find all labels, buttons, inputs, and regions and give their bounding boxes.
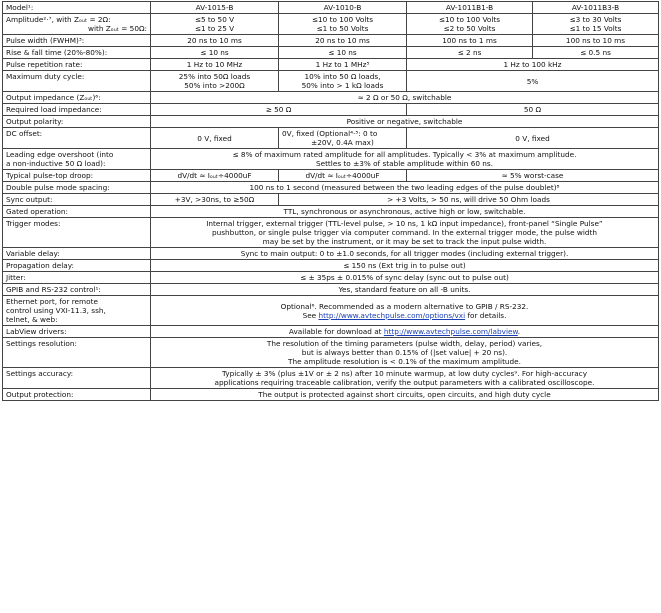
trigger-modes-line: pushbutton, or single pulse trigger via computer command. In the external trigger mode, the pulse width: [212, 228, 597, 237]
row-protection: [3, 389, 659, 401]
ethernet-details-text: for details.: [465, 310, 507, 320]
dc-offset-label: DC offset:: [3, 128, 151, 149]
sync-output-value: +3V, >30ns, to ≥50Ω: [151, 194, 279, 206]
labview-label: LabView drivers:: [3, 326, 151, 338]
ethernet-label-line: telnet, & web:: [6, 315, 58, 324]
protection-value: The output is protected against short circuits, open circuits, and high duty cycle: [151, 389, 659, 401]
spec-table: [2, 1, 659, 401]
dc-offset-line: 0 V, fixed: [197, 133, 232, 143]
load-impedance-label: Required load impedance:: [3, 104, 151, 116]
dc-offset-line: 0V, fixed (Optional⁴·⁵: 0 to: [282, 129, 378, 138]
overshoot-label: [3, 149, 151, 170]
repetition-rate-value: 1 Hz to 100 kHz: [407, 59, 659, 71]
amplitude-value: ≤3 to 30 Volts: [569, 15, 622, 24]
labview-text: Available for download at: [288, 327, 384, 336]
rise-fall-value: ≤ 0.5 ns: [533, 47, 659, 59]
dc-offset-value: [151, 128, 279, 149]
overshoot-line: ≤ 8% of maximum rated amplitude for all amplitudes. Typically < 3% at maximum amplitude.: [232, 150, 577, 159]
rise-fall-value: ≤ 10 ns: [151, 47, 279, 59]
amplitude-av-1011b3-b: [533, 14, 659, 35]
gated-label: Gated operation:: [3, 206, 151, 218]
dc-offset-line: 0 V, fixed: [515, 133, 550, 143]
amplitude-value: ≤10 to 100 Volts: [311, 15, 374, 24]
droop-value: dV/dt ≈ Iₒᵤₜ÷4000uF: [151, 170, 279, 182]
gpib-label: GPIB and RS-232 control¹:: [3, 284, 151, 296]
amplitude-label-line-2: with Zₒᵤₜ = 50Ω:: [88, 24, 147, 33]
trigger-modes-line: Internal trigger, external trigger (TTL-level pulse, > 10 ns, 1 kΩ input impedance), front-panel “Single Pulse”: [206, 219, 603, 228]
droop-label: Typical pulse-top droop:: [3, 170, 151, 182]
trigger-modes-line: may be set by the instrument, or it may be set to track the input pulse width.: [262, 237, 547, 246]
model-av-1011b3-b: AV-1011B3-B: [533, 2, 659, 14]
duty-cycle-label: Maximum duty cycle:: [3, 71, 151, 92]
duty-cycle-line: 50% into > 1 kΩ loads: [301, 81, 384, 90]
model-av-1010-b: AV-1010-B: [279, 2, 407, 14]
protection-label: Output protection:: [3, 389, 151, 401]
model-av-1015-b: AV-1015-B: [151, 2, 279, 14]
ethernet-label: [3, 296, 151, 326]
ethernet-line: [154, 311, 655, 320]
propagation-delay-label: Propagation delay:: [3, 260, 151, 272]
load-impedance-value: 50 Ω: [407, 104, 659, 116]
row-sync-output: [3, 194, 659, 206]
model-label: Model¹:: [3, 2, 151, 14]
ethernet-label-line: Ethernet port, for remote: [6, 297, 98, 306]
row-overshoot: [3, 149, 659, 170]
row-variable-delay: [3, 248, 659, 260]
row-ethernet: [3, 296, 659, 326]
row-propagation-delay: [3, 260, 659, 272]
ethernet-see-text: See: [302, 310, 319, 320]
pulse-width-value: 100 ns to 10 ms: [533, 35, 659, 47]
labview-period: .: [517, 327, 521, 336]
amplitude-label: [3, 14, 151, 35]
trigger-modes-label: Trigger modes:: [3, 218, 151, 248]
row-rise-fall: [3, 47, 659, 59]
jitter-label: Jitter:: [3, 272, 151, 284]
row-model: [3, 2, 659, 14]
rise-fall-value: ≤ 2 ns: [407, 47, 533, 59]
rise-fall-label: Rise & fall time (20%-80%):: [3, 47, 151, 59]
droop-value: dV/dt ≈ Iₒᵤₜ÷4000uF: [279, 170, 407, 182]
repetition-rate-value: 1 Hz to 10 MHz: [151, 59, 279, 71]
model-av-1011b1-b: AV-1011B1-B: [407, 2, 533, 14]
dc-offset-line: ±20V, 0.4A max): [311, 138, 374, 147]
vxi-options-link[interactable]: http://www.avtechpulse.com/options/vxi: [318, 310, 466, 320]
accuracy-value: [151, 368, 659, 389]
row-labview: [3, 326, 659, 338]
pulse-width-label: Pulse width (FWHM)³:: [3, 35, 151, 47]
output-polarity-value: Positive or negative, switchable: [151, 116, 659, 128]
accuracy-label: Settings accuracy:: [3, 368, 151, 389]
labview-link[interactable]: http://www.avtechpulse.com/labview: [383, 327, 518, 336]
resolution-line: The resolution of the timing parameters (pulse width, delay, period) varies,: [266, 339, 543, 348]
pulse-width-value: 100 ns to 1 ms: [407, 35, 533, 47]
pulse-width-value: 20 ns to 10 ms: [151, 35, 279, 47]
overshoot-value: [151, 149, 659, 170]
row-dc-offset: [3, 128, 659, 149]
amplitude-value: ≤2 to 50 Volts: [443, 24, 496, 33]
amplitude-value: ≤1 to 15 Volts: [569, 24, 622, 33]
amplitude-av-1015-b: [151, 14, 279, 35]
row-trigger-modes: [3, 218, 659, 248]
row-load-impedance: [3, 104, 659, 116]
duty-cycle-value: [151, 71, 279, 92]
row-amplitude: [3, 14, 659, 35]
amplitude-label-line-1: Amplitude²·⁷, with Zₒᵤₜ = 2Ω:: [6, 15, 111, 24]
duty-cycle-value: [407, 71, 659, 92]
row-output-impedance: [3, 92, 659, 104]
output-polarity-label: Output polarity:: [3, 116, 151, 128]
amplitude-value: ≤10 to 100 Volts: [438, 15, 501, 24]
amplitude-value: ≤1 to 50 Volts: [316, 24, 369, 33]
gpib-value: Yes, standard feature on all -B units.: [151, 284, 659, 296]
resolution-label: Settings resolution:: [3, 338, 151, 368]
duty-cycle-value: [279, 71, 407, 92]
ethernet-value: [151, 296, 659, 326]
amplitude-av-1011b1-b: [407, 14, 533, 35]
row-gated: [3, 206, 659, 218]
pulse-width-value: 20 ns to 10 ms: [279, 35, 407, 47]
accuracy-line: applications requiring traceable calibration, verify the output parameters with a calibrated oscilloscope.: [214, 378, 595, 387]
load-impedance-value: ≥ 50 Ω: [151, 104, 407, 116]
row-droop: [3, 170, 659, 182]
row-pulse-width: [3, 35, 659, 47]
row-gpib: [3, 284, 659, 296]
dc-offset-value: [407, 128, 659, 149]
double-pulse-value: 100 ns to 1 second (measured between the two leading edges of the pulse doublet)⁸: [151, 182, 659, 194]
variable-delay-value: Sync to main output: 0 to ±1.0 seconds, for all trigger modes (including external trigger).: [151, 248, 659, 260]
amplitude-av-1010-b: [279, 14, 407, 35]
sync-output-value: > +3 Volts, > 50 ns, will drive 50 Ohm loads: [279, 194, 659, 206]
overshoot-label-line: Leading edge overshoot (into: [6, 150, 114, 159]
row-resolution: [3, 338, 659, 368]
propagation-delay-value: ≤ 150 ns (Ext trig in to pulse out): [151, 260, 659, 272]
row-repetition-rate: [3, 59, 659, 71]
repetition-rate-value: 1 Hz to 1 MHz⁵: [279, 59, 407, 71]
row-jitter: [3, 272, 659, 284]
duty-cycle-line: 25% into 50Ω loads: [178, 72, 251, 81]
amplitude-value: ≤1 to 25 V: [194, 24, 235, 33]
overshoot-label-line: a non-inductive 50 Ω load):: [6, 159, 106, 168]
row-accuracy: [3, 368, 659, 389]
amplitude-value: ≤5 to 50 V: [194, 15, 235, 24]
overshoot-line: Settles to ±3% of stable amplitude within 60 ns.: [315, 159, 494, 168]
sync-output-label: Sync output:: [3, 194, 151, 206]
droop-value: ≈ 5% worst-case: [407, 170, 659, 182]
dc-offset-value: [279, 128, 407, 149]
row-output-polarity: [3, 116, 659, 128]
trigger-modes-value: [151, 218, 659, 248]
resolution-value: [151, 338, 659, 368]
jitter-value: ≤ ± 35ps ± 0.015% of sync delay (sync out to pulse out): [151, 272, 659, 284]
resolution-line: but is always better than 0.15% of (|set value| + 20 ns).: [301, 348, 508, 357]
row-double-pulse: [3, 182, 659, 194]
output-impedance-value: ≈ 2 Ω or 50 Ω, switchable: [151, 92, 659, 104]
duty-cycle-line: 10% into 50 Ω loads,: [304, 72, 381, 81]
variable-delay-label: Variable delay:: [3, 248, 151, 260]
repetition-rate-label: Pulse repetition rate:: [3, 59, 151, 71]
row-duty-cycle: [3, 71, 659, 92]
duty-cycle-line: 5%: [526, 76, 539, 86]
resolution-line: The amplitude resolution is < 0.1% of the maximum amplitude.: [288, 357, 521, 366]
rise-fall-value: ≤ 10 ns: [279, 47, 407, 59]
labview-value: [151, 326, 659, 338]
duty-cycle-line: 50% into >200Ω: [184, 81, 245, 90]
accuracy-line: Typically ± 3% (plus ±1V or ± 2 ns) after 10 minute warmup, at low duty cycles⁹. For high-accuracy: [221, 369, 588, 378]
ethernet-label-line: control using VXI-11.3, ssh,: [6, 306, 106, 315]
gated-value: TTL, synchronous or asynchronous, active high or low, switchable.: [151, 206, 659, 218]
output-impedance-label: Output impedance (Zₒᵤₜ)⁶:: [3, 92, 151, 104]
ethernet-line: Optional⁶. Recommended as a modern alternative to GPIB / RS-232.: [280, 301, 529, 311]
double-pulse-label: Double pulse mode spacing:: [3, 182, 151, 194]
